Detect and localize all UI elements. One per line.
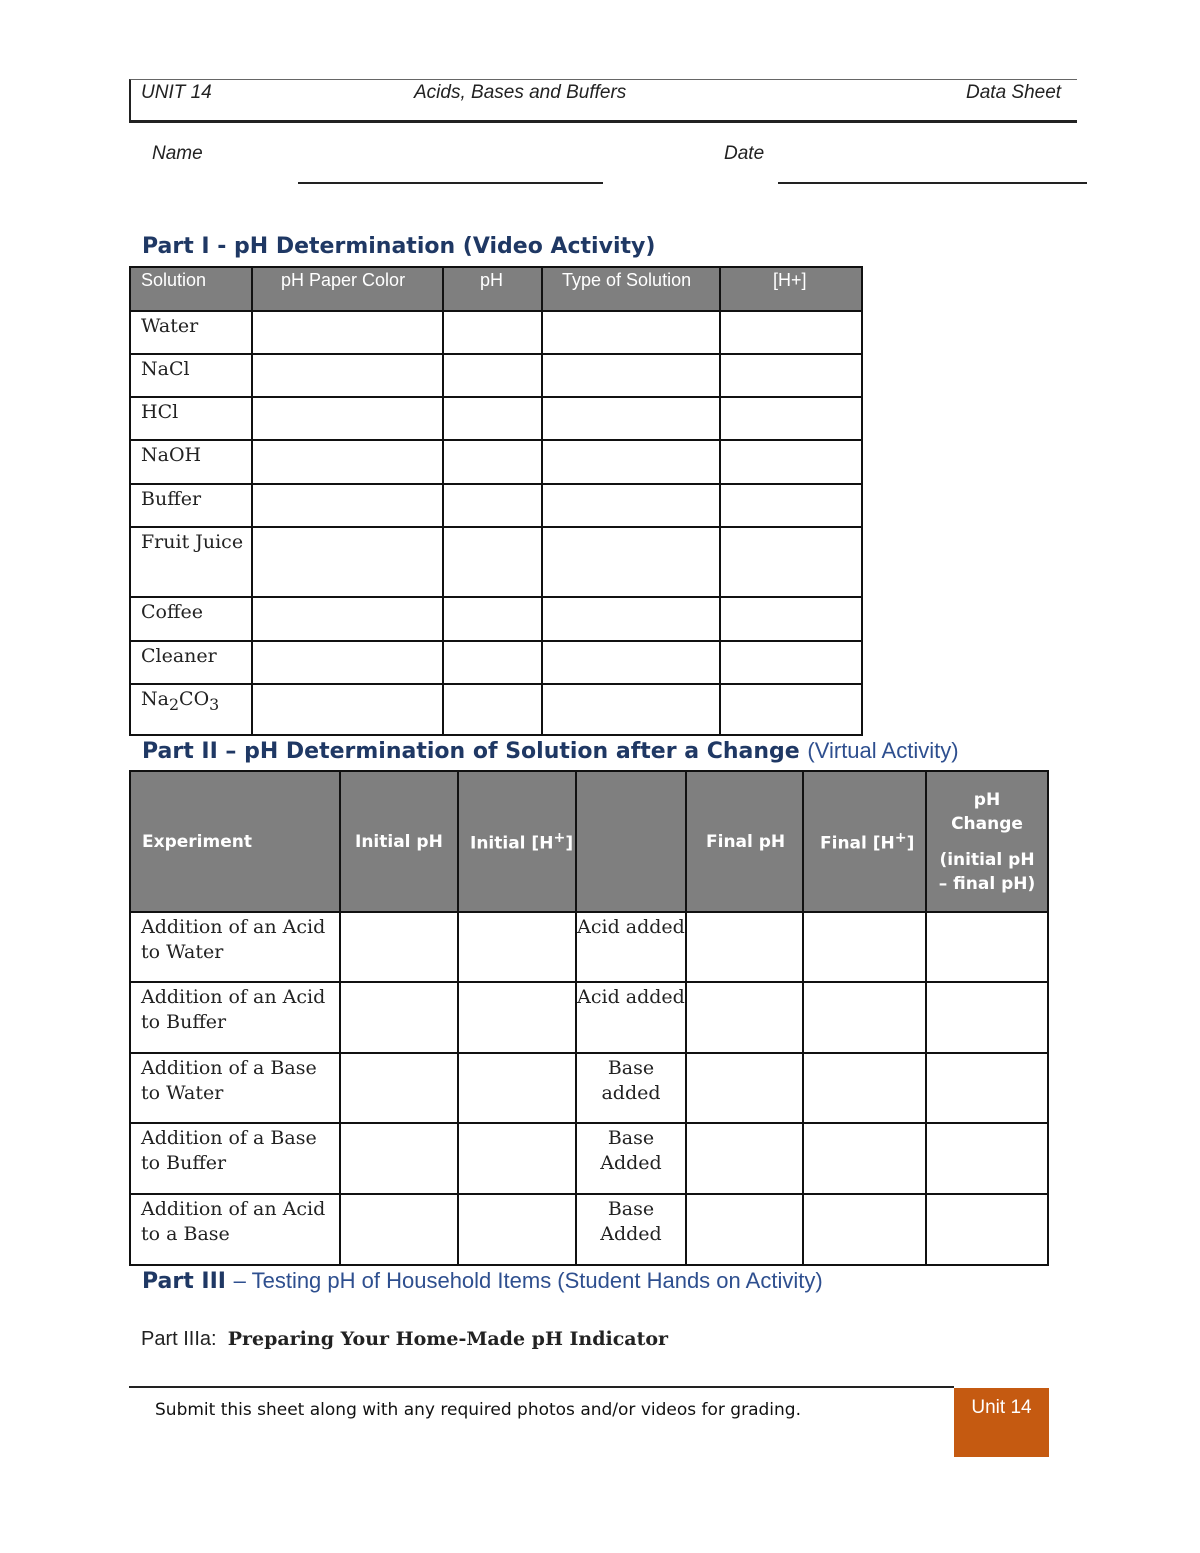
- input-cell[interactable]: [803, 1194, 926, 1265]
- table-row: [130, 440, 862, 484]
- input-cell[interactable]: [803, 1123, 926, 1194]
- header-sheet: Data Sheet: [966, 82, 1062, 103]
- input-cell[interactable]: [542, 527, 720, 597]
- input-cell[interactable]: [458, 982, 576, 1053]
- solution-cell: Water: [130, 311, 252, 354]
- solution-cell: Fruit Juice: [130, 527, 252, 597]
- final-h-label: Final [H: [820, 833, 895, 854]
- input-cell[interactable]: [252, 354, 443, 397]
- table-row: [130, 1053, 1048, 1123]
- input-cell[interactable]: [252, 684, 443, 735]
- solution-cell: Cleaner: [130, 641, 252, 684]
- input-cell[interactable]: [443, 354, 542, 397]
- table-row: [130, 912, 1048, 982]
- footer-text: Submit this sheet along with any required photos and/or videos for grading.: [155, 1400, 801, 1420]
- experiment-cell: Addition of an Acid to a Base: [130, 1194, 340, 1265]
- name-field[interactable]: [298, 182, 603, 184]
- input-cell[interactable]: [340, 1053, 458, 1123]
- change-cell: Acid added: [576, 982, 686, 1053]
- part2-title-bold: Part II – pH Determination of Solution after a Change: [142, 739, 800, 764]
- input-cell[interactable]: [443, 684, 542, 735]
- input-cell[interactable]: [720, 684, 862, 735]
- col-solution: Solution: [130, 267, 252, 311]
- col-final-ph: Final pH: [686, 771, 803, 912]
- part3a-heading: [141, 1328, 668, 1351]
- input-cell[interactable]: [458, 1123, 576, 1194]
- input-cell[interactable]: [252, 597, 443, 641]
- change-cell: Base Added: [576, 1123, 686, 1194]
- part2-title: [142, 738, 959, 764]
- solution-cell: HCl: [130, 397, 252, 440]
- part3a-title: Preparing Your Home-Made pH Indicator: [227, 1328, 669, 1350]
- part3-title-bold: Part III: [142, 1269, 226, 1294]
- col-ph: pH: [443, 267, 542, 311]
- table-row: [130, 597, 862, 641]
- input-cell[interactable]: [542, 684, 720, 735]
- header-unit: UNIT 14: [141, 82, 212, 103]
- input-cell[interactable]: [458, 1194, 576, 1265]
- col-initial-h: [458, 771, 576, 912]
- input-cell[interactable]: [252, 527, 443, 597]
- table-row: [130, 527, 862, 597]
- formula-sub: 3: [209, 694, 220, 714]
- part3-title-light: – Testing pH of Household Items (Student Hands on Activity): [233, 1268, 823, 1293]
- input-cell[interactable]: [443, 440, 542, 484]
- input-cell[interactable]: [803, 1053, 926, 1123]
- ph-change-formula: (initial pH – final pH): [938, 849, 1036, 894]
- solution-cell: NaCl: [130, 354, 252, 397]
- input-cell[interactable]: [542, 440, 720, 484]
- table-row: [130, 684, 862, 735]
- bracket-close: ]: [565, 833, 574, 854]
- input-cell[interactable]: [720, 311, 862, 354]
- input-cell[interactable]: [686, 1053, 803, 1123]
- table-row: [130, 982, 1048, 1053]
- input-cell[interactable]: [686, 982, 803, 1053]
- solution-cell: Coffee: [130, 597, 252, 641]
- solution-cell: Buffer: [130, 484, 252, 527]
- input-cell[interactable]: [443, 641, 542, 684]
- input-cell[interactable]: [252, 484, 443, 527]
- part2-table: [129, 770, 1049, 1266]
- input-cell[interactable]: [443, 597, 542, 641]
- part3a-label: Part IIIa:: [141, 1328, 217, 1350]
- change-cell: Base Added: [576, 1194, 686, 1265]
- part1-title: Part I - pH Determination (Video Activity): [142, 234, 656, 259]
- input-cell[interactable]: [340, 982, 458, 1053]
- input-cell[interactable]: [252, 397, 443, 440]
- input-cell[interactable]: [686, 1123, 803, 1194]
- table-row: [130, 641, 862, 684]
- input-cell[interactable]: [542, 354, 720, 397]
- experiment-cell: Addition of a Base to Buffer: [130, 1123, 340, 1194]
- input-cell[interactable]: [926, 1123, 1048, 1194]
- formula-part: Na: [141, 688, 169, 710]
- input-cell[interactable]: [720, 641, 862, 684]
- input-cell[interactable]: [340, 912, 458, 982]
- col-change-type: [576, 771, 686, 912]
- input-cell[interactable]: [720, 397, 862, 440]
- input-cell[interactable]: [720, 354, 862, 397]
- part3-title: [142, 1268, 823, 1294]
- input-cell[interactable]: [686, 912, 803, 982]
- table-row: [130, 484, 862, 527]
- solution-cell: NaOH: [130, 440, 252, 484]
- input-cell[interactable]: [443, 311, 542, 354]
- header-title: Acids, Bases and Buffers: [414, 82, 627, 103]
- input-cell[interactable]: [803, 982, 926, 1053]
- change-cell: Base added: [576, 1053, 686, 1123]
- col-final-h: [803, 771, 926, 912]
- col-initial-ph: Initial pH: [340, 771, 458, 912]
- input-cell[interactable]: [252, 311, 443, 354]
- col-experiment: Experiment: [130, 771, 340, 912]
- col-h-concentration: [H+]: [720, 267, 862, 311]
- solution-cell-na2co3: [130, 684, 252, 735]
- date-label: Date: [724, 143, 765, 164]
- input-cell[interactable]: [686, 1194, 803, 1265]
- input-cell[interactable]: [252, 440, 443, 484]
- part2-header-row: [130, 771, 1048, 912]
- input-cell[interactable]: [443, 397, 542, 440]
- input-cell[interactable]: [720, 440, 862, 484]
- input-cell[interactable]: [542, 397, 720, 440]
- ph-change-label: pH Change: [951, 789, 1023, 834]
- table-row: [130, 1123, 1048, 1194]
- part1-table: [129, 266, 863, 736]
- unit-badge: Unit 14: [954, 1388, 1049, 1457]
- table-row: [130, 1194, 1048, 1265]
- input-cell[interactable]: [252, 641, 443, 684]
- date-field[interactable]: [778, 182, 1087, 184]
- experiment-cell: Addition of a Base to Water: [130, 1053, 340, 1123]
- input-cell[interactable]: [803, 912, 926, 982]
- input-cell[interactable]: [542, 311, 720, 354]
- name-label: Name: [152, 143, 203, 164]
- col-ph-change: [926, 771, 1048, 912]
- initial-h-label: Initial [H: [470, 833, 554, 854]
- input-cell[interactable]: [542, 484, 720, 527]
- input-cell[interactable]: [542, 641, 720, 684]
- experiment-cell: Addition of an Acid to Water: [130, 912, 340, 982]
- input-cell[interactable]: [340, 1194, 458, 1265]
- table-row: [130, 397, 862, 440]
- change-cell: Acid added: [576, 912, 686, 982]
- input-cell[interactable]: [926, 982, 1048, 1053]
- input-cell[interactable]: [720, 527, 862, 597]
- input-cell[interactable]: [926, 1053, 1048, 1123]
- formula-sub: 2: [168, 694, 180, 714]
- input-cell[interactable]: [458, 1053, 576, 1123]
- input-cell[interactable]: [720, 484, 862, 527]
- input-cell[interactable]: [443, 484, 542, 527]
- part2-title-light: (Virtual Activity): [807, 738, 959, 763]
- experiment-cell: Addition of an Acid to Buffer: [130, 982, 340, 1053]
- plus-sup: +: [894, 829, 907, 846]
- footer-rule: [129, 1386, 954, 1388]
- table-row: [130, 311, 862, 354]
- input-cell[interactable]: [340, 1123, 458, 1194]
- table-row: [130, 354, 862, 397]
- plus-sup: +: [553, 829, 566, 846]
- input-cell[interactable]: [458, 912, 576, 982]
- part1-header-row: [130, 267, 862, 311]
- bracket-close: ]: [906, 833, 915, 854]
- input-cell[interactable]: [926, 1194, 1048, 1265]
- formula-part: CO: [179, 688, 210, 710]
- input-cell[interactable]: [542, 597, 720, 641]
- col-type-of-solution: Type of Solution: [542, 267, 720, 311]
- input-cell[interactable]: [926, 912, 1048, 982]
- col-ph-paper-color: pH Paper Color: [252, 267, 443, 311]
- input-cell[interactable]: [443, 527, 542, 597]
- input-cell[interactable]: [720, 597, 862, 641]
